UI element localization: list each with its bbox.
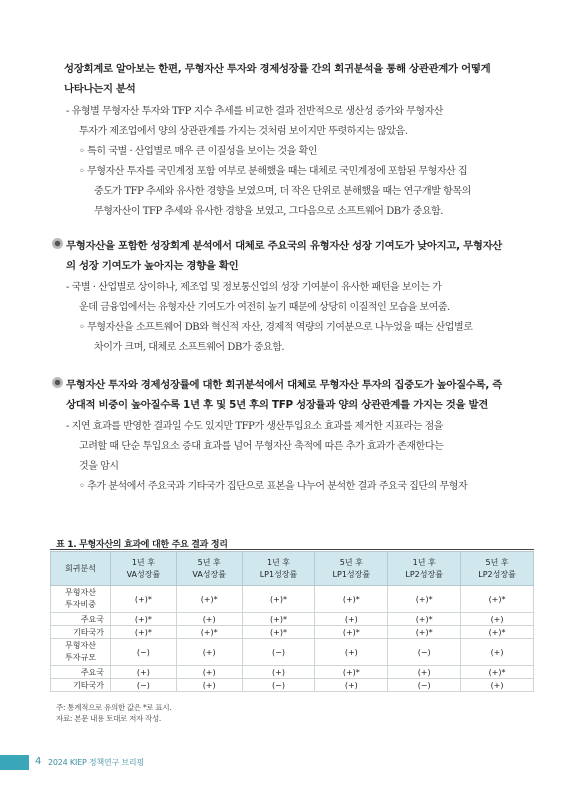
table-row bbox=[51, 679, 534, 692]
row-label: 주요국 bbox=[51, 613, 111, 626]
table-col-header: 5년 후 LP1성장률 bbox=[315, 552, 388, 586]
s2-dash-line-2: 운데 금융업에서는 유형자산 기여도가 여전히 높기 때문에 상당히 이질적인 모습을 보여줌. bbox=[79, 302, 450, 313]
s1-circ-2-line-1: ◦ 무형자산 투자를 국민계정 포함 여부로 분해했을 때는 대체로 국민계정에 포함된 무형자산 집 bbox=[79, 166, 468, 177]
s1-dash-line-2: 투자가 제조업에서 양의 상관관계를 가지는 것처럼 보이지만 뚜렷하지는 않았음. bbox=[79, 126, 408, 137]
table-row bbox=[51, 666, 534, 679]
table-cell: (−) bbox=[111, 639, 177, 666]
table-row bbox=[51, 626, 534, 639]
table-cell: (+)* bbox=[461, 626, 534, 639]
table-cell: (−) bbox=[111, 679, 177, 692]
table-col-header: 1년 후 LP2성장률 bbox=[388, 552, 461, 586]
page-number: 4 bbox=[35, 756, 42, 767]
intro-line-2: 나타나는지 분석 bbox=[64, 83, 136, 95]
table-cell: (+) bbox=[388, 666, 461, 679]
table-cell: (+)* bbox=[176, 626, 242, 639]
table-cell: (+)* bbox=[388, 613, 461, 626]
row-label: 기타국가 bbox=[51, 626, 111, 639]
table-cell: (+)* bbox=[315, 666, 388, 679]
s1-circ-1: ◦ 특히 국별 · 산업별로 매우 큰 이질성을 보이는 것을 확인 bbox=[79, 146, 318, 157]
table-cell: (+)* bbox=[242, 626, 315, 639]
s1-dash-line-1: - 유형별 무형자산 투자와 TFP 지수 추세를 비교한 결과 전반적으로 생산성 증가와 무형자산 bbox=[66, 106, 444, 117]
table-col-header: 1년 후 LP1성장률 bbox=[242, 552, 315, 586]
results-table bbox=[50, 551, 534, 692]
table-cell: (+)* bbox=[111, 613, 177, 626]
s3-head-line-2: 상대적 비중이 높아질수록 1년 후 및 5년 후의 TFP 성장률과 양의 상관관계를 가지는 것을 발견 bbox=[66, 399, 489, 411]
table-row bbox=[51, 586, 534, 613]
intro-line-1: 성장회계로 알아보는 한편, 무형자산 투자와 경제성장률 간의 회귀분석을 통해 상관관계가 어떻게 bbox=[64, 63, 491, 75]
s2-dash-line-1: - 국별 · 산업별로 상이하나, 제조업 및 정보통신업의 성장 기여분이 유사한 패턴을 보이는 가 bbox=[66, 282, 442, 293]
table-col-header: 1년 후 VA성장률 bbox=[111, 552, 177, 586]
table-col-header: 5년 후 LP2성장률 bbox=[461, 552, 534, 586]
table-cell: (−) bbox=[242, 679, 315, 692]
table-cell: (+)* bbox=[176, 586, 242, 613]
table-cell: (+)* bbox=[388, 586, 461, 613]
section-bullet-icon bbox=[52, 377, 63, 388]
table-cell: (+)* bbox=[315, 586, 388, 613]
s2-circ-1-line-2: 차이가 크며, 대체로 소프트웨어 DB가 중요함. bbox=[94, 342, 285, 353]
table-cell: (+) bbox=[315, 679, 388, 692]
table-cell: (+) bbox=[111, 666, 177, 679]
table-cell: (+) bbox=[176, 666, 242, 679]
row-label: 기타국가 bbox=[51, 679, 111, 692]
s3-head-line-1: 무형자산 투자와 경제성장률에 대한 회귀분석에서 대체로 무형자산 투자의 집중도가 높아질수록, 즉 bbox=[66, 379, 503, 391]
s1-circ-2-line-2: 중도가 TFP 추세와 유사한 경향을 보였으며, 더 작은 단위로 분해했을 때는 연구개발 항목의 bbox=[94, 186, 471, 197]
page-footer bbox=[0, 755, 585, 800]
table-cell: (+)* bbox=[111, 586, 177, 613]
table-cell: (+) bbox=[176, 639, 242, 666]
table-col-header: 5년 후 VA성장률 bbox=[176, 552, 242, 586]
s2-head-line-1: 무형자산을 포함한 성장회계 분석에서 대체로 주요국의 유형자산 성장 기여도가 낮아지고, 무형자산 bbox=[66, 240, 503, 252]
s3-circ-1: ◦ 추가 분석에서 주요국과 기타국가 집단으로 표본을 나누어 분석한 결과 주요국 집단의 무형자 bbox=[79, 481, 468, 492]
table-cell: (+)* bbox=[461, 666, 534, 679]
row-label: 무형자산 투자비중 bbox=[51, 586, 111, 613]
table-cell: (+) bbox=[461, 613, 534, 626]
section-bullet-icon bbox=[52, 238, 63, 249]
table-cell: (+) bbox=[176, 679, 242, 692]
table-cell: (−) bbox=[388, 639, 461, 666]
table-source: 자료: 본문 내용 토대로 저자 작성. bbox=[56, 714, 162, 723]
footer-accent-bar bbox=[0, 755, 29, 770]
table-row bbox=[51, 639, 534, 666]
table-cell: (−) bbox=[388, 679, 461, 692]
s3-dash-line-1: - 지연 효과를 반영한 결과일 수도 있지만 TFP가 생산투입요소 효과를 제거한 지표라는 점을 bbox=[66, 421, 444, 432]
table-header-row bbox=[51, 552, 534, 586]
table-cell: (+)* bbox=[315, 626, 388, 639]
table-cell: (+)* bbox=[461, 586, 534, 613]
s3-dash-line-3: 것을 암시 bbox=[79, 461, 119, 472]
table-cell: (+)* bbox=[388, 626, 461, 639]
table-cell: (+) bbox=[315, 639, 388, 666]
table-cell: (+)* bbox=[111, 626, 177, 639]
row-label: 무형자산 투자규모 bbox=[51, 639, 111, 666]
footer-title: 2024 KIEP 정책연구 브리핑 bbox=[48, 758, 144, 767]
table-cell: (−) bbox=[242, 639, 315, 666]
table-cell: (+) bbox=[176, 613, 242, 626]
table-cell: (+) bbox=[242, 666, 315, 679]
s1-circ-2-line-3: 무형자산이 TFP 추세와 유사한 경향을 보였고, 그다음으로 소프트웨어 DB가 중요함. bbox=[94, 206, 443, 217]
table-cell: (+) bbox=[315, 613, 388, 626]
table-row bbox=[51, 613, 534, 626]
s2-head-line-2: 의 성장 기여도가 높아지는 경향을 확인 bbox=[66, 260, 239, 272]
table-cell: (+) bbox=[461, 679, 534, 692]
table-cell: (+)* bbox=[242, 586, 315, 613]
row-label: 주요국 bbox=[51, 666, 111, 679]
table-corner-header: 회귀분석 bbox=[51, 552, 111, 586]
table-top-rule bbox=[50, 549, 534, 550]
s2-circ-1-line-1: ◦ 무형자산을 소프트웨어 DB와 혁신적 자산, 경제적 역량의 기여분으로 나누었을 때는 산업별로 bbox=[79, 322, 473, 333]
table-note: 주: 통계적으로 유의한 값은 *로 표시. bbox=[56, 703, 172, 712]
s3-dash-line-2: 고려할 때 단순 투입요소 증대 효과를 넘어 무형자산 축적에 따른 추가 효과가 존재한다는 bbox=[79, 441, 444, 452]
table-cell: (+)* bbox=[242, 613, 315, 626]
table-title: 표 1. 무형자산의 효과에 대한 주요 결과 정리 bbox=[56, 540, 228, 550]
table-cell: (+) bbox=[461, 639, 534, 666]
